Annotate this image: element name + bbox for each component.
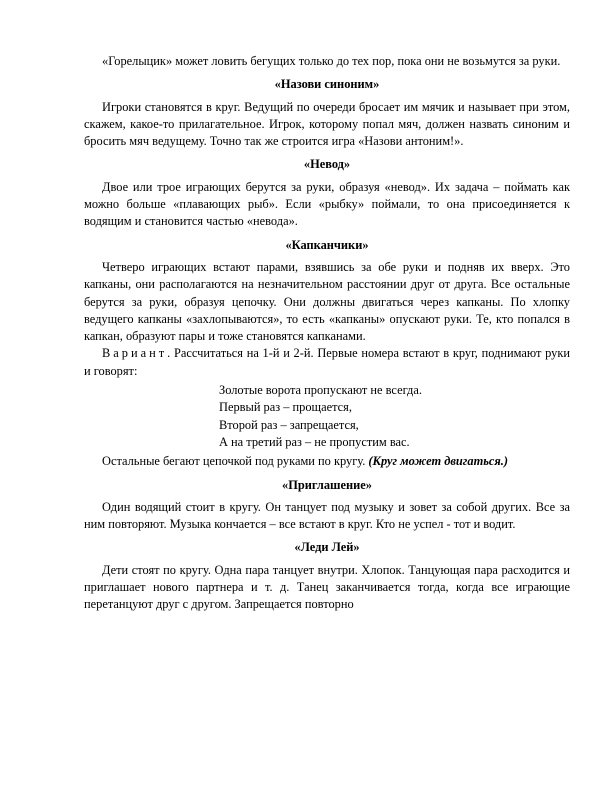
section-text-nazovi: Игроки становятся в круг. Ведущий по очереди бросает им мячик и называет при этом, скажем, какое-то прилагательное. Игрок, которому попал мяч, должен назвать синоним и бросить мяч ведущему. Точно так же строится игра «Назови антоним!». xyxy=(84,99,570,149)
variant-label: Вариант xyxy=(102,346,168,361)
verse-line: Второй раз – запрещается, xyxy=(219,417,359,432)
verse-line: Первый раз – прощается, xyxy=(219,400,352,415)
section-text-priglashenie: Один водящий стоит в кругу. Он танцует под музыку и зовет за собой других. Все за ним повторяют. Музыка кончается – все встают в круг. Кто не успел - тот и водит. xyxy=(84,499,570,532)
closing-paragraph xyxy=(84,453,570,470)
section-title-nevod: «Невод» xyxy=(303,157,351,172)
verse-line: А на третий раз – не пропустим вас. xyxy=(219,434,410,449)
verse-block xyxy=(84,382,570,451)
section-title-kapkanchiki: «Капканчики» xyxy=(285,237,369,252)
section-title-priglashenie: «Приглашение» xyxy=(282,477,372,492)
variant-text: . Рассчитаться на 1-й и 2-й. Первые номера встают в круг, поднимают руки и говорят: xyxy=(84,346,570,378)
verse-line: Золотые ворота пропускают не всегда. xyxy=(219,383,422,398)
section-text-kapkanchiki: Четверо играющих встают парами, взявшись за обе руки и подняв их вверх. Это капканы, они располагаются на незначительном расстоянии друг от друга. Все остальные берутся за руки, образуя цепочку. Они должны двигаться через капканы. По хлопку ведущего капканы «захлопываются», то есть «капканы» опускают руки. Те, кто попался в капкан, образуют пары и тоже становятся капканами. xyxy=(84,259,570,344)
section-text-ledi: Дети стоят по кругу. Одна пара танцует внутри. Хлопок. Танцующая пара расходится и приглашает нового партнера и т. д. Танец заканчивается тогда, когда все играющие перетанцуют друг с другом. Запрещается повторно xyxy=(84,562,570,612)
variant-paragraph xyxy=(84,345,570,380)
closing-italic: (Круг может двигаться.) xyxy=(368,454,508,469)
document-content xyxy=(84,53,570,614)
section-text-nevod: Двое или трое играющих берутся за руки, образуя «невод». Их задача – поймать как можно больше «плавающих рыб». Если «рыбку» поймали, то она присоединяется к водящим и становится частью «невода». xyxy=(84,179,570,229)
section-title-ledi: «Леди Лей» xyxy=(294,540,360,555)
closing-text: Остальные бегают цепочкой под руками по кругу. xyxy=(102,454,369,469)
section-title-nazovi: «Назови синоним» xyxy=(274,77,380,92)
intro-paragraph: «Горелыцик» может ловить бегущих только до тех пор, пока они не возьмутся за руки. xyxy=(102,54,561,68)
